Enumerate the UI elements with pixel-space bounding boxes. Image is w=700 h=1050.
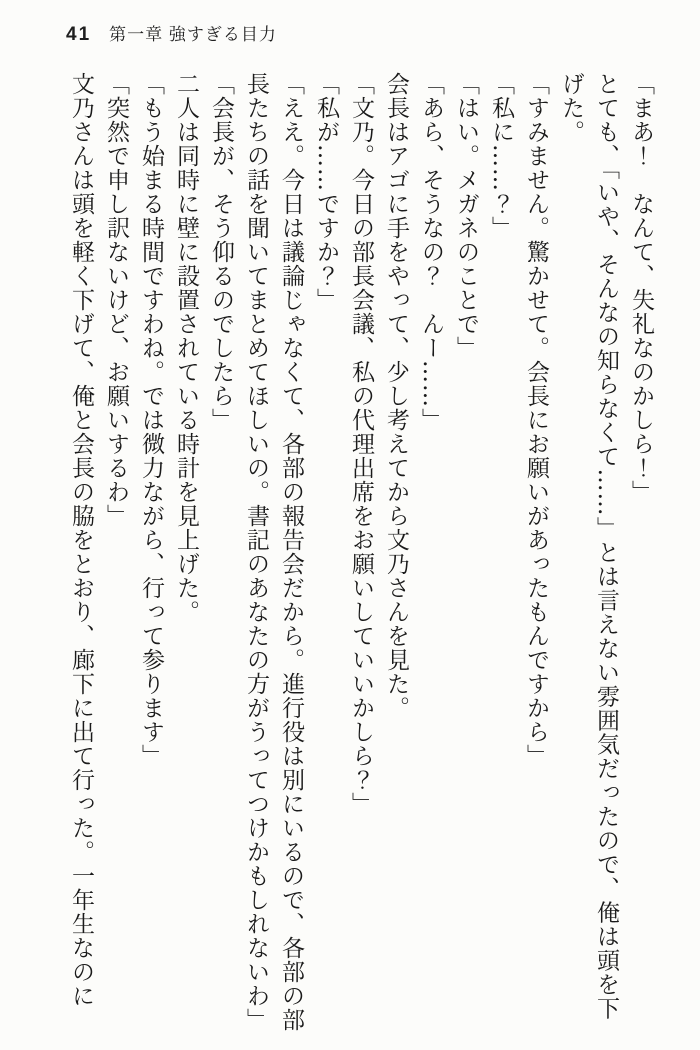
paragraph: 二人は同時に壁に設置されている時計を見上げた。 bbox=[173, 72, 199, 624]
paragraph: 「もう始まる時間ですわね。では微力ながら、行って参ります」 bbox=[138, 72, 164, 768]
page-text bbox=[63, 72, 658, 1034]
paragraph: 「まあ！ なんて、失礼なのかしら！」 bbox=[628, 72, 654, 504]
paragraph: 「会長が、そう仰るのでしたら」 bbox=[208, 72, 234, 432]
paragraph: 「私に……？」 bbox=[488, 72, 514, 240]
paragraph: 文乃さんは頭を軽く下げて、俺と会長の脇をとおり、廊下に出て行った。一年生なのに bbox=[68, 72, 94, 1008]
paragraph: 「すみません。驚かせて。会長にお願いがあったもんですから」 bbox=[523, 72, 549, 768]
chapter-title: 第一章 強すぎる目力 bbox=[109, 25, 277, 44]
paragraph: 「ええ。今日は議論じゃなくて、各部の報告会だから。進行役は別にいるので、各部の部長たちの話を聞いてまとめてほしいの。書記のあなたの方がうってつけかもしれないわ」 bbox=[243, 72, 304, 1032]
paragraph: とても、「いや、そんなの知らなくて……」とは言えない雰囲気だったので、俺は頭を下げた。 bbox=[558, 72, 619, 1021]
page-number: 41 bbox=[66, 24, 92, 45]
page-header bbox=[66, 20, 277, 46]
paragraph: 「私が……ですか？」 bbox=[313, 72, 339, 312]
paragraph: 「突然で申し訳ないけど、お願いするわ」 bbox=[103, 72, 129, 528]
paragraph: 「あら、そうなの？ んー……」 bbox=[418, 72, 444, 432]
paragraph: 会長はアゴに手をやって、少し考えてから文乃さんを見た。 bbox=[383, 72, 409, 720]
paragraph: 「はい。メガネのことで」 bbox=[453, 72, 479, 360]
paragraph: 「文乃。今日の部長会議、私の代理出席をお願いしていいかしら？」 bbox=[348, 72, 374, 816]
